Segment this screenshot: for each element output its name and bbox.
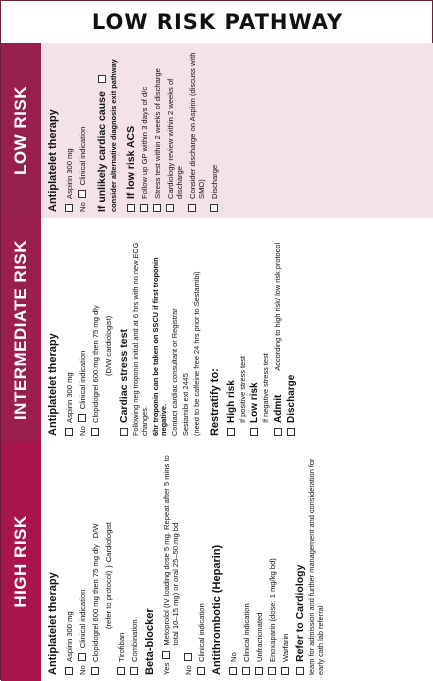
restratify-high-label: High risk bbox=[225, 380, 237, 423]
high-refer-protocol: (refer to protocol) bbox=[104, 570, 113, 629]
low-risk-checkbox[interactable] bbox=[250, 428, 258, 436]
high-risk-content bbox=[41, 442, 433, 681]
beta-no-label: No bbox=[184, 665, 193, 675]
high-clopidogrel-checkbox[interactable] bbox=[91, 667, 99, 675]
inter-antiplatelet-heading: Antiplatelet therapy bbox=[47, 333, 59, 436]
inter-clopidogrel-label: Clopidogrel 600 mg then 75 mg dly bbox=[91, 305, 100, 423]
inter-aspirin-checkbox[interactable] bbox=[65, 428, 73, 436]
beta-no-checkbox[interactable] bbox=[184, 653, 192, 661]
low-clinical-indication-label: Clinical indication bbox=[78, 126, 87, 186]
gp-followup-checkbox[interactable] bbox=[140, 204, 148, 212]
cardiology-review-checkbox[interactable] bbox=[166, 204, 174, 212]
refer-cardiology-heading: Refer to Cardiology bbox=[294, 564, 306, 662]
low-discharge-checkbox[interactable] bbox=[210, 204, 218, 212]
high-antiplatelet-heading: Antiplatelet therapy bbox=[47, 572, 59, 675]
inter-dw-label: (D/W cardiologist) bbox=[104, 315, 113, 376]
anti-clinical-indication-label: Clinical indication bbox=[242, 603, 251, 662]
unlikely-cardiac-note: consider alternative diagnosis exit pathway bbox=[109, 59, 118, 212]
beta-yes-checkbox[interactable] bbox=[162, 651, 170, 659]
high-risk-column bbox=[1, 442, 433, 681]
low-clinical-indication-checkbox[interactable] bbox=[78, 190, 86, 198]
discharge-aspirin-label: Consider discharge on Aspirin (discuss with SMO) bbox=[187, 52, 206, 199]
high-aspirin-label: Aspirin 300 mg bbox=[65, 611, 74, 662]
low-discharge-label: Discharge bbox=[209, 164, 219, 199]
low-risk-column bbox=[1, 43, 433, 218]
restratify-low-note: If negative stress test bbox=[261, 353, 271, 423]
pathway-columns bbox=[1, 43, 433, 681]
low-aspirin-label: Aspirin 300 mg bbox=[65, 148, 74, 199]
high-combination-checkbox[interactable] bbox=[130, 667, 138, 675]
admit-checkbox[interactable] bbox=[274, 428, 282, 436]
warfarin-label: Warfarin bbox=[281, 633, 290, 662]
high-risk-band: HIGH RISK bbox=[1, 442, 41, 681]
antithrombotic-heading: Antithrombotic (Heparin) bbox=[211, 544, 223, 675]
low-risk-band: LOW RISK bbox=[1, 43, 41, 218]
restratify-low-label: Low risk bbox=[249, 382, 261, 423]
metoprolol-label: Metoprolol (IV loading dose 5 mg. Repeat after 5 mins to total 10–15 mg) or oral 25–50 mg bd bbox=[162, 455, 180, 646]
intermediate-risk-band: INTERMEDIATE RISK bbox=[1, 218, 41, 442]
intermediate-risk-content bbox=[41, 218, 433, 442]
high-no-label: No bbox=[78, 665, 87, 675]
high-aspirin-checkbox[interactable] bbox=[65, 667, 73, 675]
restratify-heading: Restratify to: bbox=[208, 368, 221, 436]
beta-clinical-indication-label: Clinical indication bbox=[197, 603, 206, 662]
stress-line4: Sestamibi ext 2445 bbox=[180, 373, 190, 436]
inter-no-label: No bbox=[78, 426, 87, 436]
low-antiplatelet-heading: Antiplatelet therapy bbox=[47, 109, 59, 212]
unlikely-cardiac-checkbox[interactable] bbox=[98, 75, 106, 83]
high-clopidogrel-label: Clopidogrel 600 mg then 75 mg dly bbox=[91, 544, 100, 662]
beta-clinical-indication-checkbox[interactable] bbox=[197, 667, 205, 675]
cardiology-review-label: Cardiology review within 2 weeks of discharge bbox=[165, 78, 184, 199]
admit-label: Admit bbox=[273, 394, 285, 423]
low-no-label: No bbox=[78, 202, 87, 212]
refer-cardiology-checkbox[interactable] bbox=[296, 667, 304, 675]
page-title: LOW RISK PATHWAY bbox=[91, 10, 344, 34]
high-tirofiban-label: Tirofiban bbox=[117, 632, 126, 662]
anti-no-label: No bbox=[229, 652, 238, 662]
stress-test-2wk-label: Stress test within 2 weeks of discharge bbox=[152, 68, 162, 199]
beta-blocker-heading: Beta-blocker bbox=[144, 608, 156, 675]
high-clinical-indication-label: Clinical indication bbox=[78, 589, 87, 649]
high-combination-label: Combination bbox=[130, 619, 139, 662]
enoxaparin-checkbox[interactable] bbox=[268, 667, 276, 675]
low-risk-acs-checkbox[interactable] bbox=[127, 204, 135, 212]
discharge-checkbox[interactable] bbox=[287, 428, 295, 436]
unlikely-cardiac-heading: If unlikely cardiac cause bbox=[96, 91, 108, 212]
protocol-note: According to high risk/ low risk protocol bbox=[273, 242, 283, 371]
high-dw-label: D/W bbox=[91, 523, 100, 539]
unfractionated-label: Unfractionated bbox=[255, 612, 264, 662]
restratify-high-note: If positive stress test bbox=[237, 356, 247, 423]
warfarin-checkbox[interactable] bbox=[281, 667, 289, 675]
stress-line1: Following neg troponin initial and at 6 hrs with no new ECG changes. bbox=[131, 242, 149, 436]
inter-clinical-indication-checkbox[interactable] bbox=[78, 414, 86, 422]
inter-discharge-label: Discharge bbox=[286, 374, 298, 423]
stress-test-heading: Cardiac stress test bbox=[118, 329, 130, 423]
inter-clinical-indication-label: Clinical indication bbox=[78, 350, 87, 410]
high-risk-checkbox[interactable] bbox=[227, 428, 235, 436]
anti-no-checkbox[interactable] bbox=[229, 667, 237, 675]
inter-aspirin-label: Aspirin 300 mg bbox=[65, 372, 74, 423]
beta-yes-label: Yes bbox=[162, 662, 171, 675]
refer-cardiology-text: team for admission and further management and consideration for early cath lab referral bbox=[307, 458, 325, 675]
stress-test-2wk-checkbox[interactable] bbox=[153, 204, 161, 212]
gp-followup-label: Follow up GP within 3 days of d/c bbox=[139, 86, 149, 199]
low-aspirin-checkbox[interactable] bbox=[65, 204, 73, 212]
low-risk-content bbox=[41, 43, 433, 218]
discharge-aspirin-checkbox[interactable] bbox=[188, 204, 196, 212]
stress-line3: Contact cardiac consultant or Registrar bbox=[170, 308, 180, 436]
stress-test-checkbox[interactable] bbox=[120, 428, 128, 436]
brace-icon: } bbox=[104, 565, 113, 568]
high-cardiologist-label: Cardiologist bbox=[104, 522, 113, 563]
unfractionated-checkbox[interactable] bbox=[255, 667, 263, 675]
enoxaparin-label: Enoxaparin (dose: 1 mg/kg bd) bbox=[268, 558, 277, 662]
anti-clinical-indication-checkbox[interactable] bbox=[242, 667, 250, 675]
low-risk-acs-heading: If low risk ACS bbox=[124, 125, 137, 199]
intermediate-risk-column bbox=[1, 218, 433, 442]
inter-clopidogrel-checkbox[interactable] bbox=[91, 428, 99, 436]
high-tirofiban-checkbox[interactable] bbox=[117, 667, 125, 675]
stress-line2: 6hr troponin can be taken on SSCU if first troponin negative. bbox=[150, 257, 169, 436]
stress-line5: (need to be caffeine free 24 hrs prior to Sestamibi) bbox=[191, 271, 201, 436]
high-clinical-indication-checkbox[interactable] bbox=[78, 653, 86, 661]
